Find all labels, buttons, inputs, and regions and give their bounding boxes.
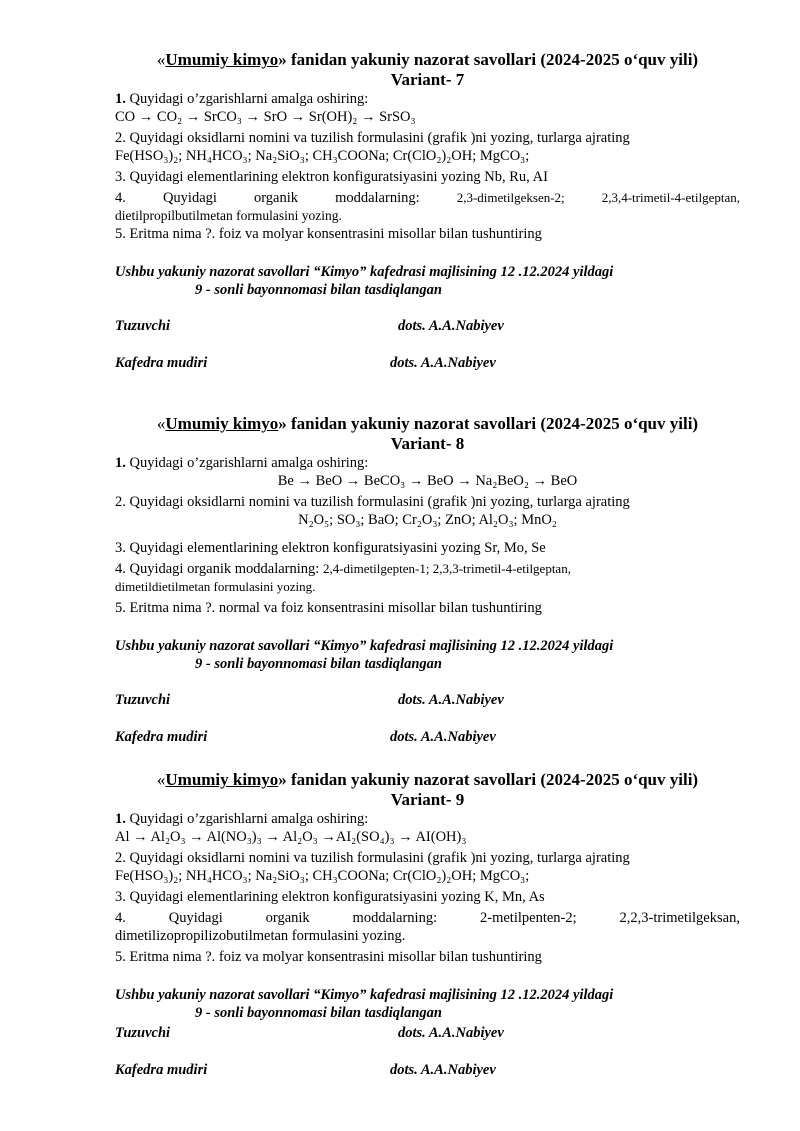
question-2: 2. Quyidagi oksidlarni nomini va tuzilish formulasini (grafik )ni yozing, turlarga ajrating (115, 494, 630, 510)
variant-9-block (115, 770, 740, 1079)
subject-name: Umumiy kimyo (165, 414, 279, 433)
variant-title: «Umumiy kimyo» fanidan yakuniy nazorat savollari (2024-2025 o‘quv yili) (156, 414, 699, 433)
question-3: 3. Quyidagi elementlarining elektron konfiguratsiyasini yozing Nb, Ru, AI (115, 169, 548, 185)
question-2-formulas: N₂O₅; SO₃; BaO; Cr₂O₃; ZnO; Al₂O₃; MnO₂ (298, 512, 557, 528)
approval-line: Ushbu yakuniy nazorat savollari “Kimyo” kafedrasi majlisining 12 .12.2024 yildagi (115, 987, 614, 1003)
question-4: 4. Quyidagi organik moddalarning: 2-metilpenten-2; 2,2,3-trimetilgeksan, (115, 910, 740, 926)
approval-protocol: 9 - sonli bayonnomasi bilan tasdiqlangan (195, 282, 442, 298)
variant-title: «Umumiy kimyo» fanidan yakuniy nazorat savollari (2024-2025 o‘quv yili) (156, 50, 699, 69)
question-4-cont: dietilpropilbutilmetan formulasini yozing. (115, 208, 342, 223)
variant-label: Variant- 7 (390, 70, 465, 89)
question-1: 1. Quyidagi o’zgarishlarni amalga oshiring: (115, 455, 369, 471)
variant-label: Variant- 8 (390, 434, 465, 453)
question-4-cont: dimetilizopropilizobutilmetan formulasini yozing. (115, 928, 406, 944)
question-2-formulas: Fe(HSO₃)₂; NH₄HCO₃; Na₂SiO₃; CH₃COONa; Cr(ClO₂)₂OH; MgCO₃; (115, 148, 530, 164)
approval-line: Ushbu yakuniy nazorat savollari “Kimyo” kafedrasi majlisining 12 .12.2024 yildagi (115, 638, 614, 654)
question-2: 2. Quyidagi oksidlarni nomini va tuzilish formulasini (grafik )ni yozing, turlarga ajrating (115, 130, 630, 146)
question-2: 2. Quyidagi oksidlarni nomini va tuzilish formulasini (grafik )ni yozing, turlarga ajrating (115, 850, 630, 866)
question-4: 4. Quyidagi organik moddalarning: 2,3-dimetilgeksen-2; 2,3,4-trimetil-4-etilgeptan, (115, 190, 740, 206)
question-4-cont: dimetildietilmetan formulasini yozing. (115, 579, 316, 594)
approval-protocol: 9 - sonli bayonnomasi bilan tasdiqlangan (195, 1005, 442, 1021)
variant-title: «Umumiy kimyo» fanidan yakuniy nazorat savollari (2024-2025 o‘quv yili) (156, 770, 699, 789)
question-5: 5. Eritma nima ?. normal va foiz konsentrasini misollar bilan tushuntiring (115, 600, 542, 616)
question-2-formulas: Fe(HSO₃)₂; NH₄HCO₃; Na₂SiO₃; CH₃COONa; Cr(ClO₂)₂OH; MgCO₃; (115, 868, 530, 884)
question-1-chain: Al → Al₂O₃ → Al(NO₃)₃ → Al₂O₃ →AI₂(SO₄)₃ → AI(OH)₃ (115, 829, 467, 845)
signature-head: Kafedra mudiri dots. A.A.Nabiyev (115, 355, 496, 371)
question-4: 4. Quyidagi organik moddalarning: 2,4-dimetilgepten-1; 2,3,3-trimetil-4-etilgeptan, (115, 561, 571, 577)
question-3: 3. Quyidagi elementlarining elektron konfiguratsiyasini yozing Sr, Mo, Se (115, 540, 546, 556)
question-5: 5. Eritma nima ?. foiz va molyar konsentrasini misollar bilan tushuntiring (115, 226, 542, 242)
approval-protocol: 9 - sonli bayonnomasi bilan tasdiqlangan (195, 656, 442, 672)
signature-compiler: Tuzuvchi dots. A.A.Nabiyev (115, 1025, 504, 1041)
variant-8-block (115, 414, 740, 746)
signature-head: Kafedra mudiri dots. A.A.Nabiyev (115, 729, 496, 745)
question-3: 3. Quyidagi elementlarining elektron konfiguratsiyasini yozing K, Mn, As (115, 889, 545, 905)
question-1: 1. Quyidagi o’zgarishlarni amalga oshiring: (115, 91, 369, 107)
signature-compiler: Tuzuvchi dots. A.A.Nabiyev (115, 692, 504, 708)
variant-label: Variant- 9 (390, 790, 465, 809)
signature-compiler: Tuzuvchi dots. A.A.Nabiyev (115, 318, 504, 334)
subject-name: Umumiy kimyo (165, 50, 279, 69)
subject-name: Umumiy kimyo (165, 770, 279, 789)
approval-line: Ushbu yakuniy nazorat savollari “Kimyo” kafedrasi majlisining 12 .12.2024 yildagi (115, 264, 614, 280)
signature-head: Kafedra mudiri dots. A.A.Nabiyev (115, 1062, 496, 1078)
question-1: 1. Quyidagi o’zgarishlarni amalga oshiring: (115, 811, 369, 827)
question-1-chain: Be → BeO → BeCO₃ → BeO → Na₂BeO₂ → BeO (277, 473, 578, 489)
question-5: 5. Eritma nima ?. foiz va molyar konsentrasini misollar bilan tushuntiring (115, 949, 542, 965)
variant-7-block (115, 50, 740, 372)
question-1-chain: CO → CO₂ → SrCO₃ → SrO → Sr(OH)₂ → SrSO₃ (115, 109, 416, 125)
